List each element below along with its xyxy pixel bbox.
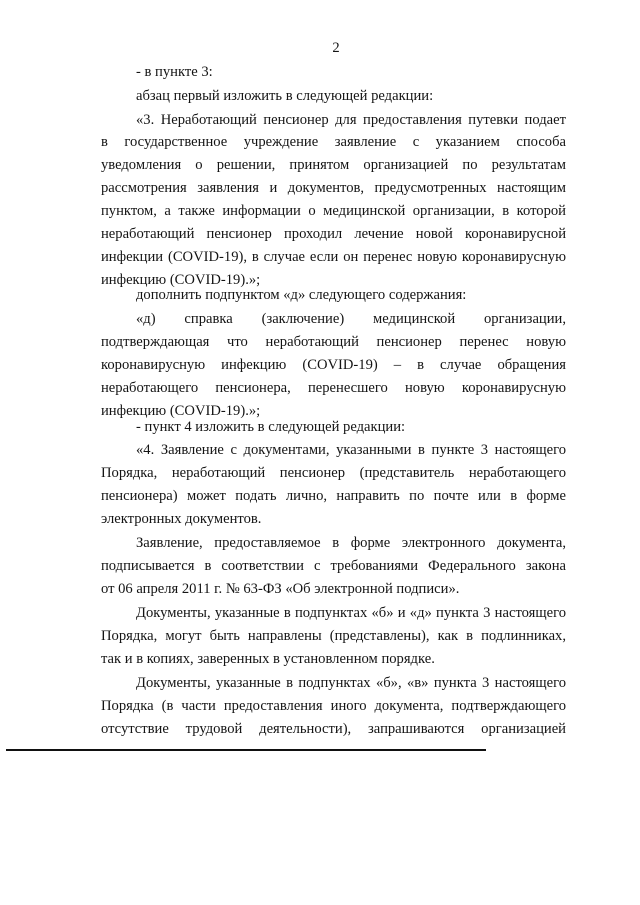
text-line: Порядка, могут быть направлены (представлены), как в подлинниках, — [101, 628, 566, 644]
text-line: «4. Заявление с документами, указанными в пункте 3 настоящего — [136, 442, 566, 458]
text-line: подтверждающая что неработающий пенсионер перенес новую — [101, 334, 566, 350]
page-number: 2 — [332, 40, 340, 56]
text-line: - пункт 4 изложить в следующей редакции: — [136, 419, 406, 435]
text-line: от 06 апреля 2011 г. № 63-ФЗ «Об электронной подписи». — [101, 581, 460, 597]
text-line: Документы, указанные в подпунктах «б», «в» пункта 3 настоящего — [136, 675, 566, 691]
text-line: дополнить подпунктом «д» следующего содержания: — [136, 287, 467, 303]
text-line: электронных документов. — [101, 511, 262, 527]
text-line: Порядка (в части предоставления иного документа, подтверждающего — [101, 698, 566, 714]
text-line: рассмотрения заявления и документов, предусмотренных настоящим — [101, 180, 566, 196]
text-line: коронавирусную инфекцию (COVID-19) – в случае обращения — [101, 357, 566, 373]
text-line: Документы, указанные в подпунктах «б» и «д» пункта 3 настоящего — [136, 605, 566, 621]
text-line: - в пункте 3: — [136, 64, 213, 80]
text-line: пунктом, а также информации о медицинской организации, в которой — [101, 203, 566, 219]
text-line: инфекцию (COVID-19).»; — [101, 403, 261, 419]
text-line: инфекцию (COVID-19).»; — [101, 272, 261, 288]
text-line: абзац первый изложить в следующей редакции: — [136, 88, 434, 104]
text-line: уведомления о решении, принятом организацией по результатам — [101, 157, 566, 173]
text-line: «д) справка (заключение) медицинской организации, — [136, 311, 566, 327]
text-line: в государственное учреждение заявление с указанием способа — [101, 134, 566, 150]
text-line: «3. Неработающий пенсионер для предоставления путевки подает — [136, 112, 566, 128]
text-line: неработающий пенсионер проходил лечение новой коронавирусной — [101, 226, 566, 242]
text-line: Заявление, предоставляемое в форме электронного документа, — [136, 535, 566, 551]
page-bottom-rule — [6, 749, 486, 751]
text-line: неработающего пенсионера, перенесшего новую коронавирусную — [101, 380, 566, 396]
text-line: отсутствие трудовой деятельности), запрашиваются организацией — [101, 721, 566, 737]
text-line: подписывается в соответствии с требованиями Федерального закона — [101, 558, 566, 574]
text-line: пенсионера) может подать лично, направить по почте или в форме — [101, 488, 566, 504]
text-line: так и в копиях, заверенных в установленном порядке. — [101, 651, 435, 667]
text-line: инфекции (COVID-19), в случае если он перенес новую коронавирусную — [101, 249, 566, 265]
text-line: Порядка, неработающий пенсионер (представитель неработающего — [101, 465, 566, 481]
